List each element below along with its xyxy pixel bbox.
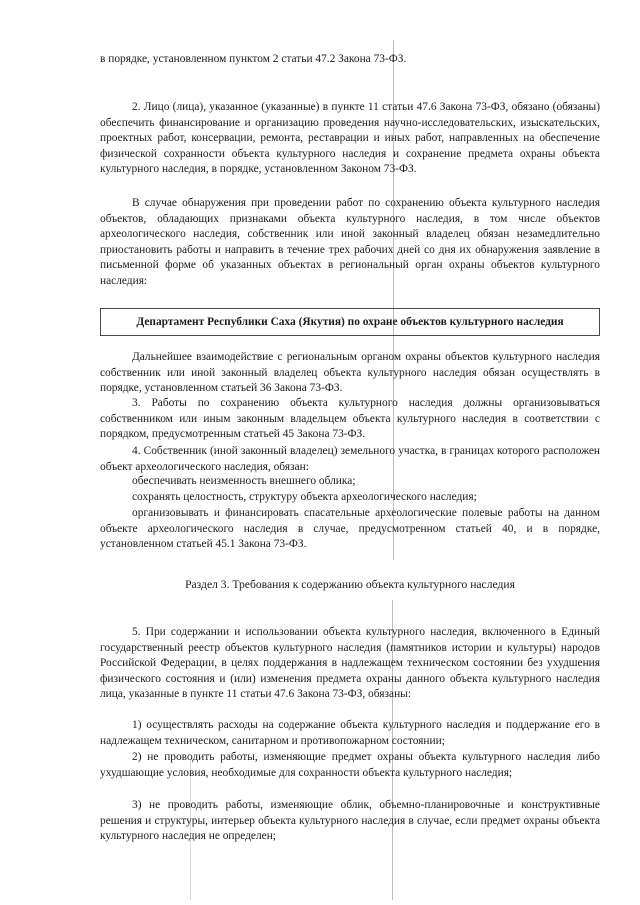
paragraph-item-5: 5. При содержании и использовании объекта культурного наследия, включенного в Единый государственный реестр объектов культурного наследия (памятников истории и культуры) народов Российской Федерации, в целях поддержания в надлежащем техническом состоянии без ухудшения физического состояния и (или) изменения предмета охраны данного объекта культурного наследия лица, указанные в пункте 11 статьи 47.6 Закона 73-ФЗ, обязаны:	[100, 626, 600, 701]
paragraph-interaction: Дальнейшее взаимодействие с региональным органом охраны объектов культурного наследия собственник или иной законный владелец объекта культурного наследия обязан осуществлять в порядке, установленном статьей 36 Закона 73-ФЗ.	[100, 351, 600, 395]
paragraph-item-4: 4. Собственник (иной законный владелец) земельного участка, в границах которого расположен объект археологического наследия, обязан:	[100, 445, 600, 473]
section-3-title: Раздел 3. Требования к содержанию объекта культурного наследия	[185, 578, 515, 591]
subitem-1: 1) осуществлять расходы на содержание объекта культурного наследия и поддержание его в надлежащем техническом, санитарном и противопожарном состоянии;	[100, 719, 600, 747]
subitem-2: 2) не проводить работы, изменяющие предмет охраны объекта культурного наследия либо ухудшающие условия, необходимые для сохранности объекта культурного наследия;	[100, 751, 600, 779]
subitem-3: 3) не проводить работы, изменяющие облик, объемно-планировочные и конструктивные решения и структуры, интерьер объекта культурного наследия в случае, если предмет охраны объекта культурного наследия не определен;	[100, 799, 600, 843]
obligation-rescue-works: организовывать и финансировать спасательные археологические полевые работы на данном объекте археологического наследия в случае, предусмотренном статьей 40, и в порядке, установленном статьей 45.1 Закона 73-ФЗ.	[100, 507, 600, 551]
authority-name: Департамент Республики Саха (Якутия) по охране объектов культурного наследия	[136, 316, 564, 328]
paragraph-item-3: 3. Работы по сохранению объекта культурного наследия должны организовываться собственником или иным законным владельцем объекта культурного наследия в соответствии с порядком, предусмотренным статьей 45 Закона 73-ФЗ.	[100, 397, 600, 441]
obligation-integrity: сохранять целостность, структуру объекта археологического наследия;	[132, 491, 477, 503]
paragraph-discovery: В случае обнаружения при проведении работ по сохранению объекта культурного наследия объектов, обладающих признаками объекта культурного наследия, в том числе объектов археологического наследия, собственник или иной законный владелец обязан незамедлительно приостановить работы и направить в течение трех рабочих дней со дня их обнаружения заявление в письменной форме об указанных объектах в региональный орган охраны объектов культурного наследия:	[100, 197, 600, 287]
obligation-appearance: обеспечивать неизменность внешнего облика;	[132, 475, 356, 487]
paragraph-continuation: в порядке, установленном пунктом 2 статьи 47.2 Закона 73-ФЗ.	[100, 53, 407, 65]
paragraph-item-2: 2. Лицо (лица), указанное (указанные) в пункте 11 статьи 47.6 Закона 73-ФЗ, обязано (обязаны) обеспечить финансирование и организацию проведения научно-исследовательских, изыскательских, проектных работ, консервации, ремонта, реставрации и иных работ, направленных на обеспечение физической сохранности объекта культурного наследия и сохранение предмета охраны объекта культурного наследия, в порядке, установленном Законом 73-ФЗ.	[100, 101, 600, 176]
authority-box	[100, 308, 600, 336]
